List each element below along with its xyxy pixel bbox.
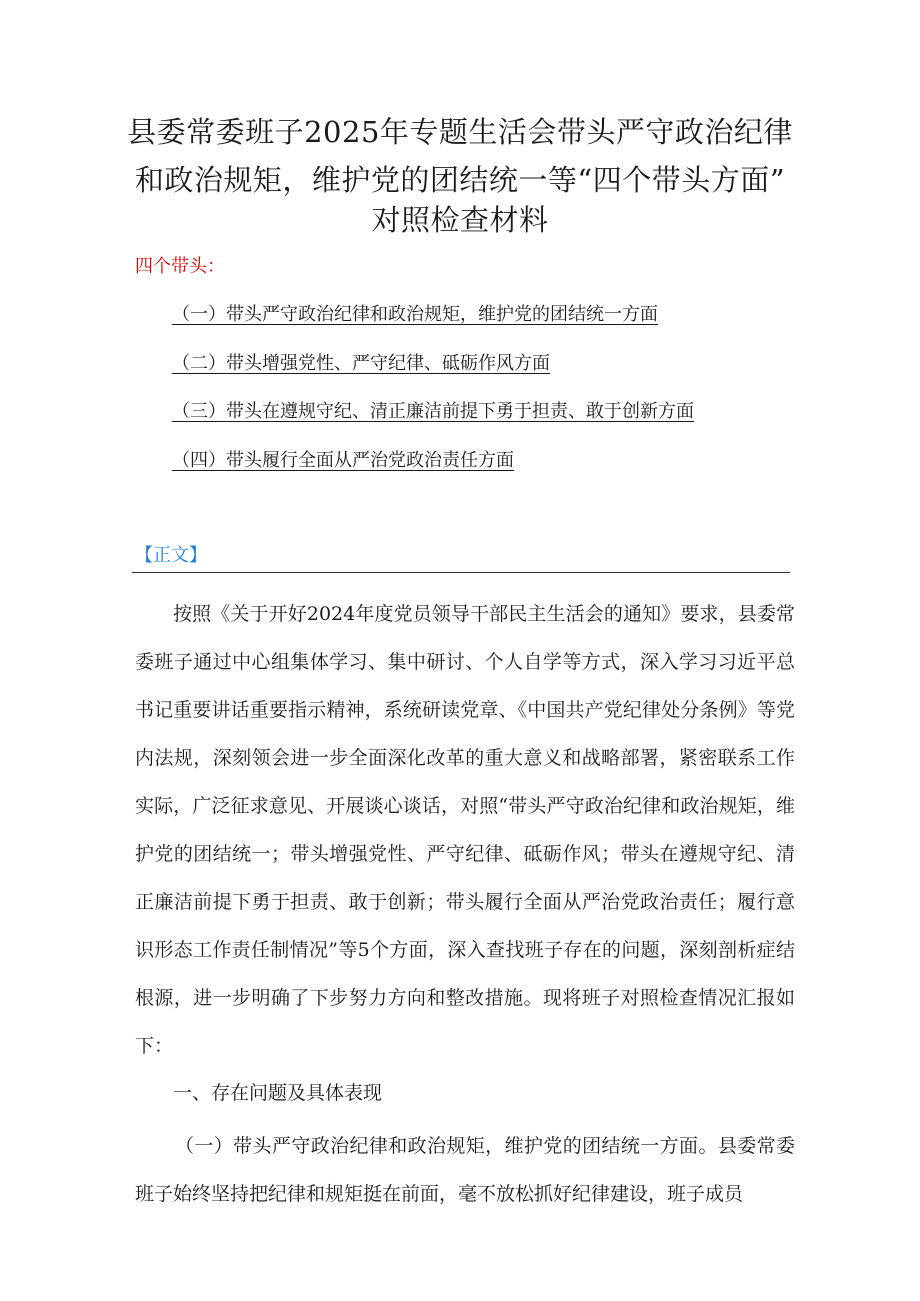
four-leads-heading: 四个带头： <box>135 256 225 277</box>
title-line-1: 县委常委班子2025年专题生活会带头严守政治纪律 <box>127 115 793 149</box>
toc-link-4[interactable]: （四）带头履行全面从严治党政治责任方面 <box>172 450 514 471</box>
title-line-2: 和政治规矩，维护党的团结统一等“四个带头方面” <box>134 163 786 197</box>
title-line-3: 对照检查材料 <box>371 203 549 237</box>
toc-link-2[interactable]: （二）带头增强党性、严守纪律、砥砺作风方面 <box>172 353 550 374</box>
body-label: 【正文】 <box>135 545 207 566</box>
section-1-heading: 一、存在问题及具体表现 <box>173 1082 383 1104</box>
divider-line <box>132 572 790 573</box>
intro-paragraph: 按照《关于开好2024年度党员领导干部民主生活会的通知》要求，县委常委班子通过中心组集体学习、集中研讨、个人自学等方式，深入学习习近平总书记重要讲话重要指示精神，系统研读党章、《中国共产党纪律处分条例》等党内法规，深刻领会进一步全面深化改革的重大意义和战略部署，紧密联系工作实际，广泛征求意见、开展谈心谈话，对照“带头严守政治纪律和政治规矩，维护党的团结统一；带头增强党性、严守纪律、砥砺作风；带头在遵规守纪、清正廉洁前提下勇于担责、敢于创新；带头履行全面从严治党政治责任；履行意识形态工作责任制情况”等5个方面，深入查找班子存在的问题，深刻剖析症结根源，进一步明确了下步努力方向和整改措施。现将班子对照检查情况汇报如下： <box>135 603 795 1057</box>
toc-link-1[interactable]: （一）带头严守政治纪律和政治规矩，维护党的团结统一方面 <box>172 304 658 325</box>
toc-link-3[interactable]: （三）带头在遵规守纪、清正廉洁前提下勇于担责、敢于创新方面 <box>172 401 694 422</box>
section-1-paragraph: （一）带头严守政治纪律和政治规矩，维护党的团结统一方面。县委常委班子始终坚持把纪律和规矩挺在前面，毫不放松抓好纪律建设，班子成员 <box>135 1135 795 1205</box>
